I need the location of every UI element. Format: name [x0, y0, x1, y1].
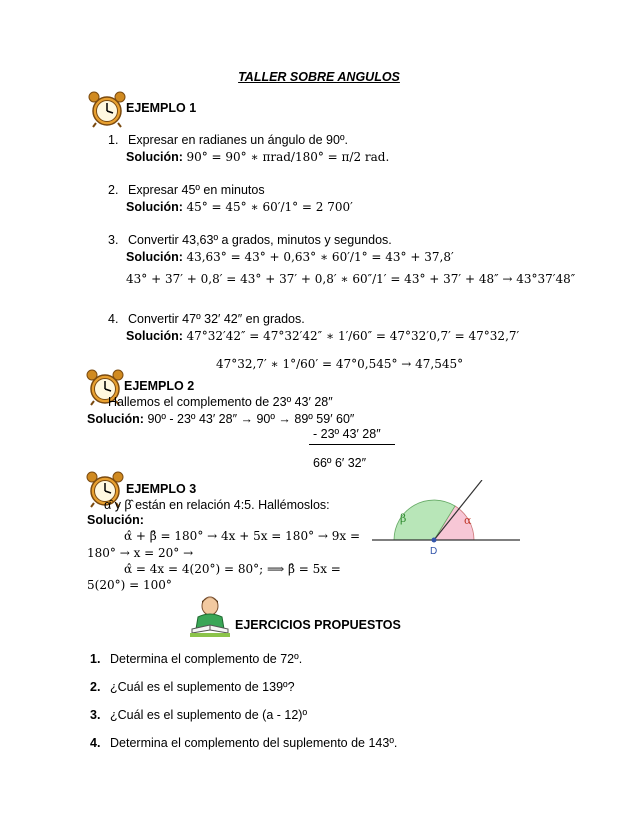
solution-line: Solución: 43,63° = 43° + 0,63° ∗ 60′/1° = 43° + 37,8′: [126, 250, 454, 264]
ej3-heading: EJEMPLO 3: [126, 482, 197, 496]
ej3-statement: α̂ y β̂ están en relación 4:5. Hallémoslos:: [104, 498, 330, 512]
solution-continuation: 43° + 37′ + 0,8′ = 43° + 37′ + 0,8′ ∗ 60″/1′ = 43° + 37′ + 48″ → 43°37′48″: [126, 272, 576, 286]
subtraction-result: 66º 6′ 32″: [313, 456, 367, 470]
solution-line: Solución: 90º - 23º 43′ 28″ → 90º → 89º 59′ 60″: [87, 412, 355, 426]
solution-continuation: 47°32,7′ ∗ 1°/60′ = 47°0,545° → 47,545°: [216, 357, 464, 371]
ej1-heading: EJEMPLO 1: [126, 101, 197, 115]
solution-label: Solución:: [87, 513, 144, 527]
vertex-point: [432, 538, 437, 543]
solution-line: Solución: 47°32′42″ = 47°32′42″ ∗ 1′/60″ = 47°32′0,7′ = 47°32,7′: [126, 329, 520, 343]
beta-label: β: [400, 512, 407, 525]
list-item: 4. Convertir 47º 32′ 42″ en grados.: [108, 312, 305, 326]
list-item: 3. Convertir 43,63º a grados, minutos y segundos.: [108, 233, 392, 247]
student-reading-icon: [188, 595, 232, 639]
ej2-statement: Hallemos el complemento de 23º 43′ 28″: [108, 395, 333, 409]
ej2-heading: EJEMPLO 2: [124, 379, 195, 393]
solution-line: Solución: 45° = 45° ∗ 60′/1° = 2 700′: [126, 200, 353, 214]
solution-line: Solución: 90° = 90° ∗ πrad/180° = π/2 rad.: [126, 150, 390, 164]
exercises-heading: EJERCICIOS PROPUESTOS: [235, 618, 401, 632]
subtraction-line: - 23º 43′ 28″: [313, 427, 381, 441]
alpha-label: α: [464, 514, 472, 527]
list-item: 1. Determina el complemento de 72º.: [90, 652, 303, 666]
page-title: TALLER SOBRE ANGULOS: [238, 70, 400, 84]
angle-figure: [372, 480, 522, 560]
list-item: 1. Expresar en radianes un ángulo de 90º.: [108, 133, 348, 147]
solution-line: 180° → x = 20° →: [87, 546, 194, 560]
list-item: 2. ¿Cuál es el suplemento de 139º?: [90, 680, 295, 694]
alarm-clock-icon: [86, 90, 128, 128]
vertex-label: D: [430, 546, 438, 557]
solution-line: α̂ + β̂ = 180° → 4x + 5x = 180° → 9x =: [124, 529, 361, 543]
list-item: 4. Determina el complemento del suplemento de 143º.: [90, 736, 398, 750]
list-item: 3. ¿Cuál es el suplemento de (a - 12)º: [90, 708, 308, 722]
list-item: 2. Expresar 45º en minutos: [108, 183, 265, 197]
divider: [309, 444, 395, 445]
solution-line: α̂ = 4x = 4(20°) = 80°; ⟹ β̂ = 5x =: [124, 562, 341, 576]
solution-line: 5(20°) = 100°: [87, 578, 172, 592]
